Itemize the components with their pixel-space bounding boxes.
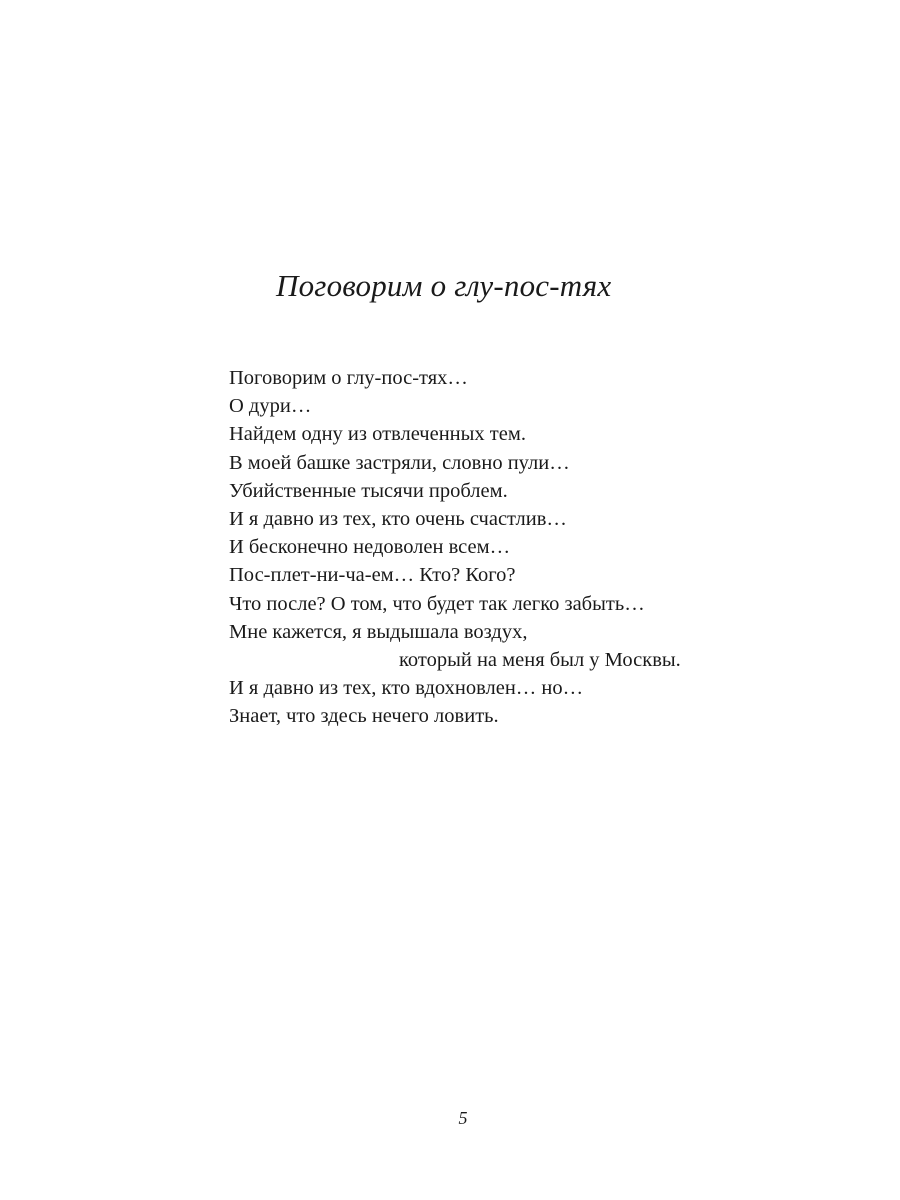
poem-line: И бесконечно недоволен всем… (229, 536, 511, 559)
poem-line: Знает, что здесь нечего ловить. (229, 705, 499, 728)
poem-line: Что после? О том, что будет так легко забыть… (229, 592, 645, 615)
poem-line-indented: который на меня был у Москвы. (399, 649, 681, 672)
poem-line: Мне кажется, я выдышала воздух, (229, 620, 528, 643)
poem-line: И я давно из тех, кто вдохновлен… но… (229, 677, 584, 700)
poem-line: Убийственные тысячи проблем. (229, 479, 508, 502)
page-number: 5 (458, 1108, 468, 1128)
poem-line: О дури… (229, 395, 312, 418)
poem-line: Поговорим о глу-пос-тях… (229, 367, 468, 389)
poem-line: В моей башке застряли, словно пули… (229, 451, 570, 474)
poem-line: Пос-плет-ни-ча-ем… Кто? Кого? (229, 564, 516, 587)
poem-title: Поговорим о глу-пос-тях (276, 268, 612, 303)
poem-line: И я давно из тех, кто очень счастлив… (229, 508, 567, 531)
poem-line: Найдем одну из отвлеченных тем. (229, 423, 526, 446)
poem-body (229, 364, 789, 731)
